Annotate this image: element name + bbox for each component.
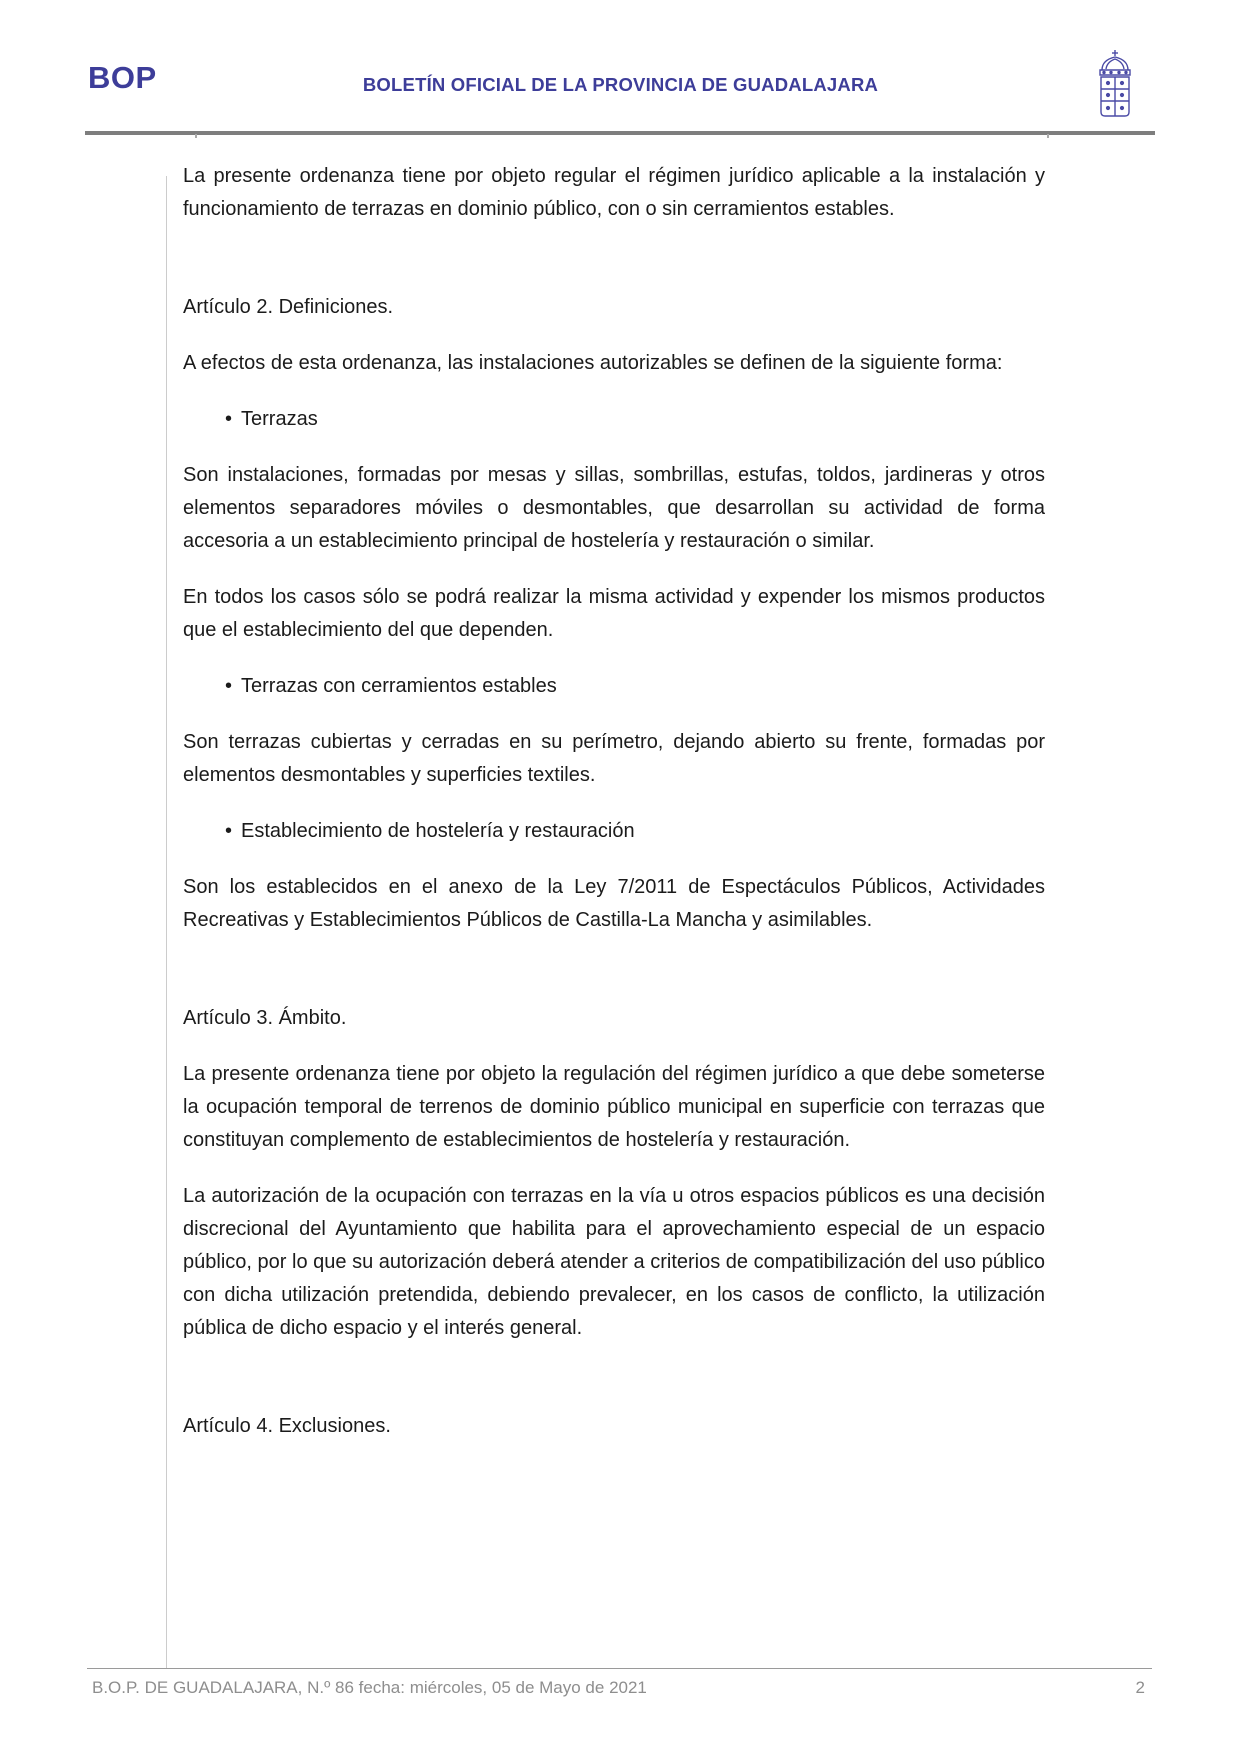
footer-publication-info: B.O.P. DE GUADALAJARA, N.º 86 fecha: miércoles, 05 de Mayo de 2021: [92, 1678, 647, 1697]
paragraph-spacer: [183, 249, 1045, 291]
provincial-crest-icon: [1092, 48, 1138, 120]
article-heading: Artículo 3. Ámbito.: [183, 1007, 347, 1029]
footer-page-number: 2: [1135, 1678, 1145, 1697]
bullet-icon: •: [225, 408, 233, 430]
bullet-text: Establecimiento de hostelería y restauración: [241, 820, 635, 842]
body-paragraph: La presente ordenanza tiene por objeto la regulación del régimen jurídico a que debe someterse la ocupación temporal de terrenos de dominio público municipal en superficie con terrazas que constituyan complemento de establecimientos de hostelería y restauración.: [183, 1063, 1045, 1151]
content-left-border: [166, 176, 167, 1668]
body-paragraph: Son terrazas cubiertas y cerradas en su perímetro, dejando abierto su frente, formadas por elementos desmontables y superficies textiles.: [183, 731, 1045, 786]
footer-divider: [87, 1668, 1152, 1669]
header-divider-tick: [195, 134, 197, 138]
bullet-list-item: [183, 403, 1045, 436]
paragraph-spacer: [183, 960, 1045, 1002]
bullet-icon: •: [225, 675, 233, 697]
bullet-text: Terrazas: [241, 408, 318, 430]
bullet-list-item: [183, 670, 1045, 703]
page-title: BOLETÍN OFICIAL DE LA PROVINCIA DE GUADALAJARA: [362, 74, 879, 95]
article-heading: Artículo 2. Definiciones.: [183, 296, 394, 318]
paragraph-spacer: [183, 1368, 1045, 1410]
article-heading: Artículo 4. Exclusiones.: [183, 1415, 391, 1437]
bullet-text: Terrazas con cerramientos estables: [241, 675, 557, 697]
bop-logo-text: BOP: [88, 60, 157, 95]
header-divider-tick: [1047, 134, 1049, 138]
body-paragraph: Son instalaciones, formadas por mesas y sillas, sombrillas, estufas, toldos, jardineras y otros elementos separadores móviles o desmontables, que desarrollan su actividad de forma accesoria a un establecimiento principal de hostelería y restauración o similar.: [183, 464, 1045, 552]
document-body: [183, 160, 1045, 1466]
bullet-list-item: [183, 815, 1045, 848]
body-paragraph: A efectos de esta ordenanza, las instalaciones autorizables se definen de la siguiente forma:: [183, 352, 1003, 374]
body-paragraph: Son los establecidos en el anexo de la Ley 7/2011 de Espectáculos Públicos, Actividades Recreativas y Establecimientos Públicos de Castilla-La Mancha y asimilables.: [183, 876, 1045, 931]
body-paragraph: La autorización de la ocupación con terrazas en la vía u otros espacios públicos es una decisión discrecional del Ayuntamiento que habilita para el aprovechamiento especial de un espacio público, por lo que su autorización deberá atender a criterios de compatibilización del uso público con dicha utilización pretendida, debiendo prevalecer, en los casos de conflicto, la utilización pública de dicho espacio y el interés general.: [183, 1185, 1045, 1339]
header-divider: [85, 131, 1155, 135]
body-paragraph: La presente ordenanza tiene por objeto regular el régimen jurídico aplicable a la instalación y funcionamiento de terrazas en dominio público, con o sin cerramientos estables.: [183, 165, 1045, 220]
body-paragraph: En todos los casos sólo se podrá realizar la misma actividad y expender los mismos productos que el establecimiento del que dependen.: [183, 586, 1045, 641]
bullet-icon: •: [225, 820, 233, 842]
